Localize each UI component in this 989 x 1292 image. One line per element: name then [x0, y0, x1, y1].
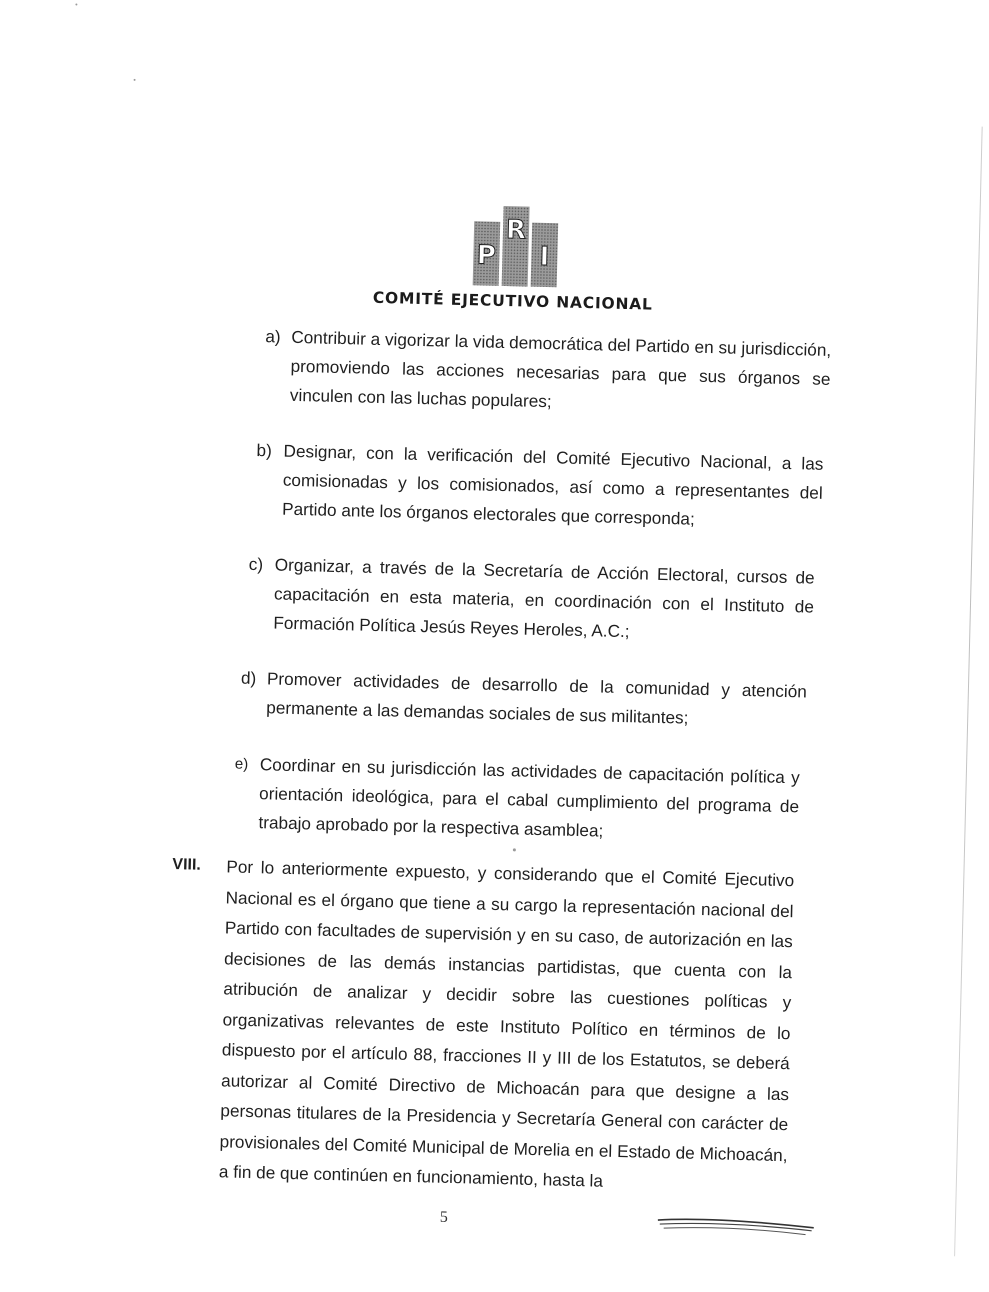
section-viii-text: Por lo anteriormente expuesto, y considerando que el Comité Ejecutivo Nacional es el órgano que tiene a su cargo la representación nacional del Partido con facultades de supervisión y en su caso, de autorización en las decisiones de las demás instancias partidistas, que cuenta con la atribución de analizar y decidir sobre las cuestiones políticas y organizativas relevantes de este Instituto Político en términos de lo dispuesto por el artículo 88, fracciones II y III de los Estatutos, se deberá autorizar al Comité Directivo de Michoacán para que designe a las personas titulares de la Presidencia y Secretaría General con carácter de provisionales del Comité Municipal de Morelia en el Estado de Michoacán, a fin de que continúen en funcionamiento, hasta la: [218, 856, 795, 1191]
logo-letter-i: I: [539, 241, 550, 273]
item-e-marker: e): [234, 755, 249, 773]
item-c-marker: c): [248, 553, 264, 575]
section-viii-marker: VIII.: [172, 856, 202, 874]
item-d-marker: d): [240, 667, 257, 689]
scan-speck: [134, 79, 136, 81]
page-number: 5: [439, 1208, 449, 1226]
scan-edge-line: [954, 127, 983, 1257]
scan-speck: [513, 848, 516, 851]
item-b-text: Designar, con la verificación del Comité Ejecutivo Nacional, a las comisionadas y los comisionados, así como a representantes del Partido ante los órganos electorales que corresponda;: [281, 440, 824, 529]
logo-letter-r: R: [505, 215, 527, 246]
logo-letter-p: P: [476, 240, 497, 271]
item-b-marker: b): [256, 439, 273, 461]
item-c-text: Organizar, a través de la Secretaría de Acción Electoral, cursos de capacitación en esta materia, en coordinación con el Instituto de Formación Política Jesús Reyes Heroles, A.C.;: [273, 554, 815, 642]
pri-logo: [471, 203, 561, 289]
scan-speck: [75, 3, 77, 5]
ink-underline-stroke: [655, 1208, 816, 1242]
item-e-text: Coordinar en su jurisdicción las actividades de capacitación política y orientación ideológica, para el cabal cumplimiento del programa de trabajo aprobado por la respectiva asamblea;: [258, 754, 800, 841]
item-a-text: Contribuir a vigorizar la vida democrática del Partido en su jurisdicción, promoviendo las acciones necesarias para que sus órganos se vinculen con las luchas populares;: [289, 326, 832, 412]
item-d-text: Promover actividades de desarrollo de la comunidad y atención permanente a las demandas sociales de sus militantes;: [266, 668, 808, 728]
item-a-marker: a): [265, 326, 281, 347]
header-title: COMITÉ EJECUTIVO NACIONAL: [372, 288, 653, 314]
